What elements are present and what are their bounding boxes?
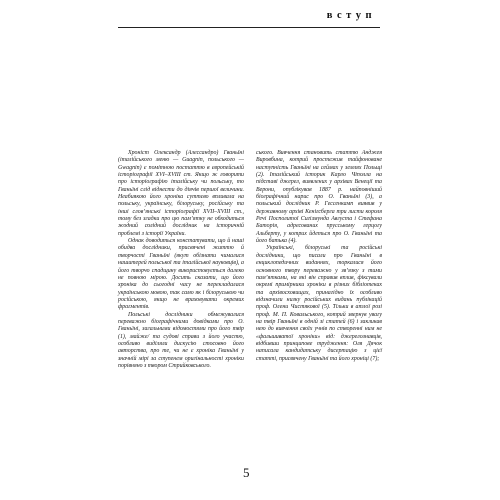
paragraph: ського. Вивчення становить статтю Анджея Вировбина, котрий простежив тайфоноване наступність Гваньїні на сеймах у землях Польщі (2). Італійський історик Карло Чіполла на підставі джерел, виявлених у архівах Венеції та Верони, опублікував 1887 р. найповніший біографічний нарис про О. Гваньїні (3), а польський дослідник Р. Гессенкамп виявив у державному архіві Кенігсберга три листи короля Речі Посполитої Сигізмунда Августа і Стефана Баторія, адресованих прусському герцогу Альберту, у котрих йдеться про О. Гваньїні та його батька (4). [256,150,382,245]
paragraph: Українські, білоруські та російські дослідники, що писали про Гваньїні в енциклопедичних виданнях, торкалися його основного твору переважно у зв’язку з тими пам’ятками, на які він справив вплив, фіксували окремі примірники хроніки в різних бібліотеках та архівосховищах, принагідно їх особливо відзначили низку російських видань публікацій проф. Олени Чистякової (5). Тільки в атлої розі проф. М. П. Ковальського, котрий звернув увагу на твір Гваньїні в одній зі статей (6) і закликав нею до вивчення своїх учнів по створенні ним не «фальшиватої хроніки» від: джерелознавців, відбивши принципове трудження: Оля Дячок написала кандидатську дисертацію з цієї статті, присвячену Гваньїні та його хроніці (7); [256,245,382,362]
running-header-title: вступ [326,10,376,21]
left-text-column [118,150,244,370]
page-number: 5 [243,465,250,480]
paragraph: Польські дослідники обмежувалися переважно біографічними довідками про О. Гваньїні, загальними відомостями про його твір (1), майже/ та судові справи з його участю, особливо виділяли дискусію стосовно його авторства, про те, чи не є хроніка Гваньїні у значній мірі за ступенем оригінальності хроніки порівняно з твором Стрийковського. [118,311,244,369]
header-rule [118,10,380,28]
paragraph: Однак доводиться констатувати, що й наші обидва дослідники, присвячені життю й творчості Гваньїні (якут обізнати чималися нашитерей польської та італійської науковців), а його творчо спадщину використовується далеко не повною мірою. Досить сказати, що його хроніка до сьогодні часу не перекладалася українською мовою, так само як і білоруською чи російською, якщо не враховувати окремих фрагментів. [118,238,244,311]
right-text-column [256,150,382,363]
paragraph: Хроніст Олександр (Алессандро) Гваньїні (італійського меню — Guagnin, польського — Gwagnin) є помітною постаттю в європейській історіографії XVI–XVIII ст. Якщо ж говорити про історіографію італійську чи польську, то Гваньїні слід віднести до діячів першої величини. Неабиякою його хроніка суттєво впливала на польську, українську, білоруську, російську та інші слов’янські історіографії XVII–XVIII ст., тому без згадки про цю пам’ятку не обходиться жодний солідний дослідник на історичній проблемі з історії України. [118,150,244,237]
